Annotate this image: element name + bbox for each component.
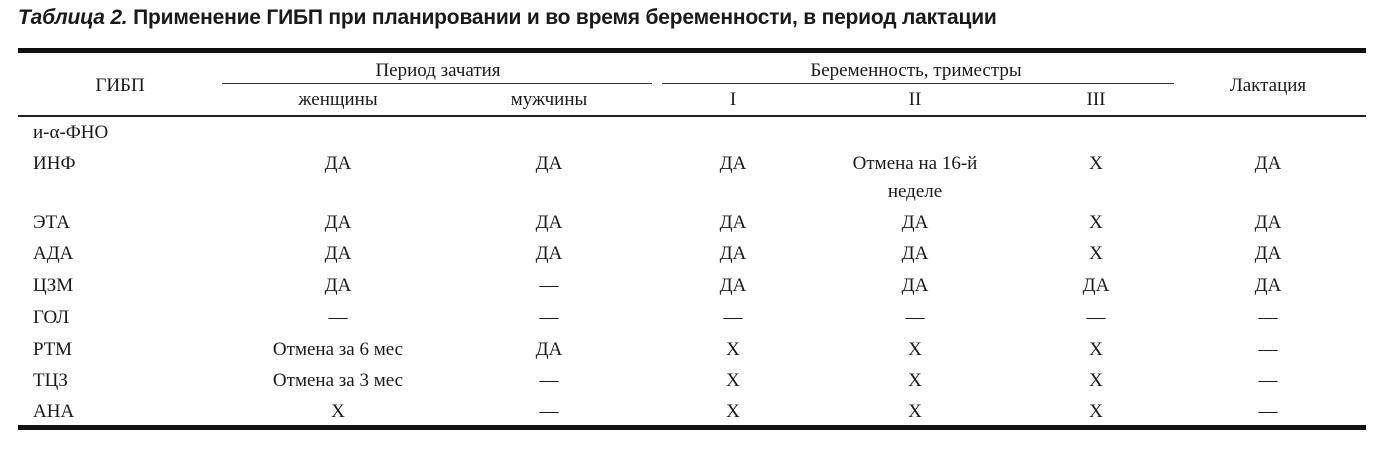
table-caption-label: Таблица 2. (18, 6, 128, 29)
header-pregnancy-trimesters: Беременность, триместры (810, 60, 1022, 81)
cell-lactation: ДА (1254, 212, 1282, 233)
cell-trimester-1: Х (726, 339, 740, 360)
row-drug-tcz: ТЦЗ (33, 370, 68, 391)
row-drug-inf: ИНФ (33, 153, 76, 174)
row-drug-eta: ЭТА (33, 212, 70, 233)
cell-lactation: ДА (1254, 243, 1282, 264)
cell-lactation: — (1258, 401, 1278, 422)
cell-trimester-3: Х (1089, 243, 1103, 264)
cell-men: ДА (535, 212, 563, 233)
cell-trimester-3: Х (1089, 370, 1103, 391)
table-top-rule (18, 48, 1366, 53)
row-drug-gol: ГОЛ (33, 307, 70, 328)
cell-trimester-3: Х (1089, 153, 1103, 174)
cell-trimester-2: Х (908, 339, 922, 360)
cell-men: ДА (535, 153, 563, 174)
row-drug-ana: АНА (33, 401, 75, 422)
cell-trimester-3: — (1086, 307, 1106, 328)
cell-men: ДА (535, 243, 563, 264)
cell-trimester-2: Х (908, 370, 922, 391)
cell-trimester-1: ДА (719, 243, 747, 264)
cell-women: ДА (324, 153, 352, 174)
header-lactation: Лактация (1229, 75, 1307, 96)
group-label: и-α-ФНО (33, 122, 109, 143)
cell-lactation: ДА (1254, 153, 1282, 174)
cell-lactation: — (1258, 370, 1278, 391)
cell-trimester-1: ДА (719, 153, 747, 174)
cell-men: ДА (535, 339, 563, 360)
cell-trimester-1: ДА (719, 212, 747, 233)
row-drug-rtm: РТМ (33, 339, 73, 360)
cell-trimester-1: ДА (719, 275, 747, 296)
cell-trimester-3: Х (1089, 212, 1103, 233)
cell-trimester-2: ДА (901, 212, 929, 233)
cell-trimester-3: Х (1089, 339, 1103, 360)
cell-trimester-2: Х (908, 401, 922, 422)
table-bottom-rule (18, 425, 1366, 430)
cell-women: Отмена за 6 мес (272, 339, 404, 360)
cell-trimester-2: ДА (901, 275, 929, 296)
pregnancy-span-line (662, 83, 1174, 84)
cell-men: — (539, 275, 559, 296)
cell-trimester-3: Х (1089, 401, 1103, 422)
cell-trimester-3: ДА (1082, 275, 1110, 296)
cell-women: ДА (324, 212, 352, 233)
cell-trimester-1: — (723, 307, 743, 328)
header-men: мужчины (510, 89, 588, 110)
row-drug-ada: АДА (33, 243, 74, 264)
header-conception-period: Период зачатия (375, 60, 501, 81)
cell-trimester-1: Х (726, 401, 740, 422)
cell-trimester-1: Х (726, 370, 740, 391)
conception-span-line (222, 83, 652, 84)
header-drug: ГИБП (95, 75, 145, 96)
cell-women: ДА (324, 243, 352, 264)
table-caption-title: Применение ГИБП при планировании и во время беременности, в период лактации (133, 6, 997, 29)
header-trimester-1: I (729, 89, 737, 110)
header-women: женщины (298, 89, 378, 110)
header-rule (18, 115, 1366, 117)
cell-trimester-2: — (905, 307, 925, 328)
cell-women: Отмена за 3 мес (272, 370, 404, 391)
cell-trimester-2-line-1: Отмена на 16-й (852, 153, 978, 174)
header-trimester-3: III (1086, 89, 1106, 110)
row-drug-czm: ЦЗМ (33, 275, 74, 296)
cell-trimester-2: ДА (901, 243, 929, 264)
cell-women: Х (331, 401, 345, 422)
cell-lactation: — (1258, 339, 1278, 360)
header-trimester-2: II (908, 89, 922, 110)
cell-trimester-2-line-2: неделе (887, 181, 943, 202)
cell-women: ДА (324, 275, 352, 296)
cell-men: — (539, 307, 559, 328)
cell-men: — (539, 370, 559, 391)
table-caption (18, 6, 997, 30)
cell-men: — (539, 401, 559, 422)
cell-women: — (328, 307, 348, 328)
cell-lactation: ДА (1254, 275, 1282, 296)
cell-lactation: — (1258, 307, 1278, 328)
